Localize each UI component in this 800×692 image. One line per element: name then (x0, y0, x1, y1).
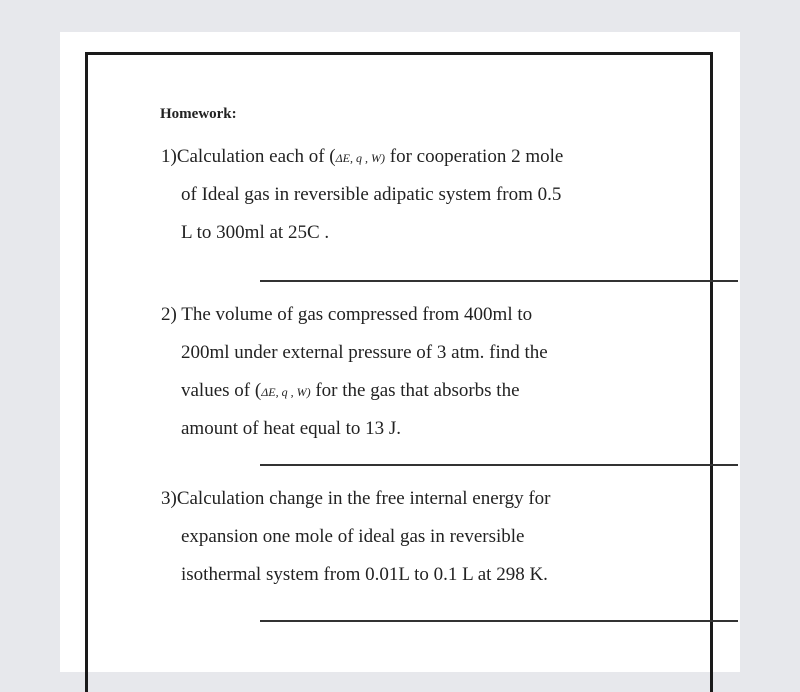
q3-line-1: 3)Calculation change in the free internal energy for (161, 488, 551, 509)
q3-line-2: expansion one mole of ideal gas in reversible (181, 526, 525, 547)
q3-line-3: isothermal system from 0.01L to 0.1 L at 298 K. (181, 564, 548, 585)
homework-heading: Homework: (160, 106, 237, 122)
q2-line-2: 200ml under external pressure of 3 atm. find the (181, 342, 548, 363)
q2-text-1: 2) The volume of gas compressed from 400ml to (161, 304, 533, 325)
q1-text-b: for cooperation 2 mole (385, 146, 564, 167)
q1-line-1 (161, 146, 563, 168)
q2-symbols: ΔE, q , W) (261, 385, 311, 399)
q1-symbols: ΔE, q , W) (335, 151, 385, 165)
q1-text-a: 1)Calculation each of ( (161, 146, 336, 167)
q1-line-2: of Ideal gas in reversible adipatic system from 0.5 (181, 184, 562, 205)
q2-line-3 (181, 380, 520, 402)
q2-text-b: for the gas that absorbs the (310, 380, 520, 401)
q2-text-a: values of ( (181, 380, 262, 401)
separator-line-1 (260, 280, 738, 282)
q2-line-1 (161, 304, 639, 326)
separator-line-2 (260, 464, 738, 466)
q2-line-4: amount of heat equal to 13 J. (181, 418, 402, 439)
q1-line-3: L to 300ml at 25C . (181, 222, 330, 243)
separator-line-3 (260, 620, 738, 622)
